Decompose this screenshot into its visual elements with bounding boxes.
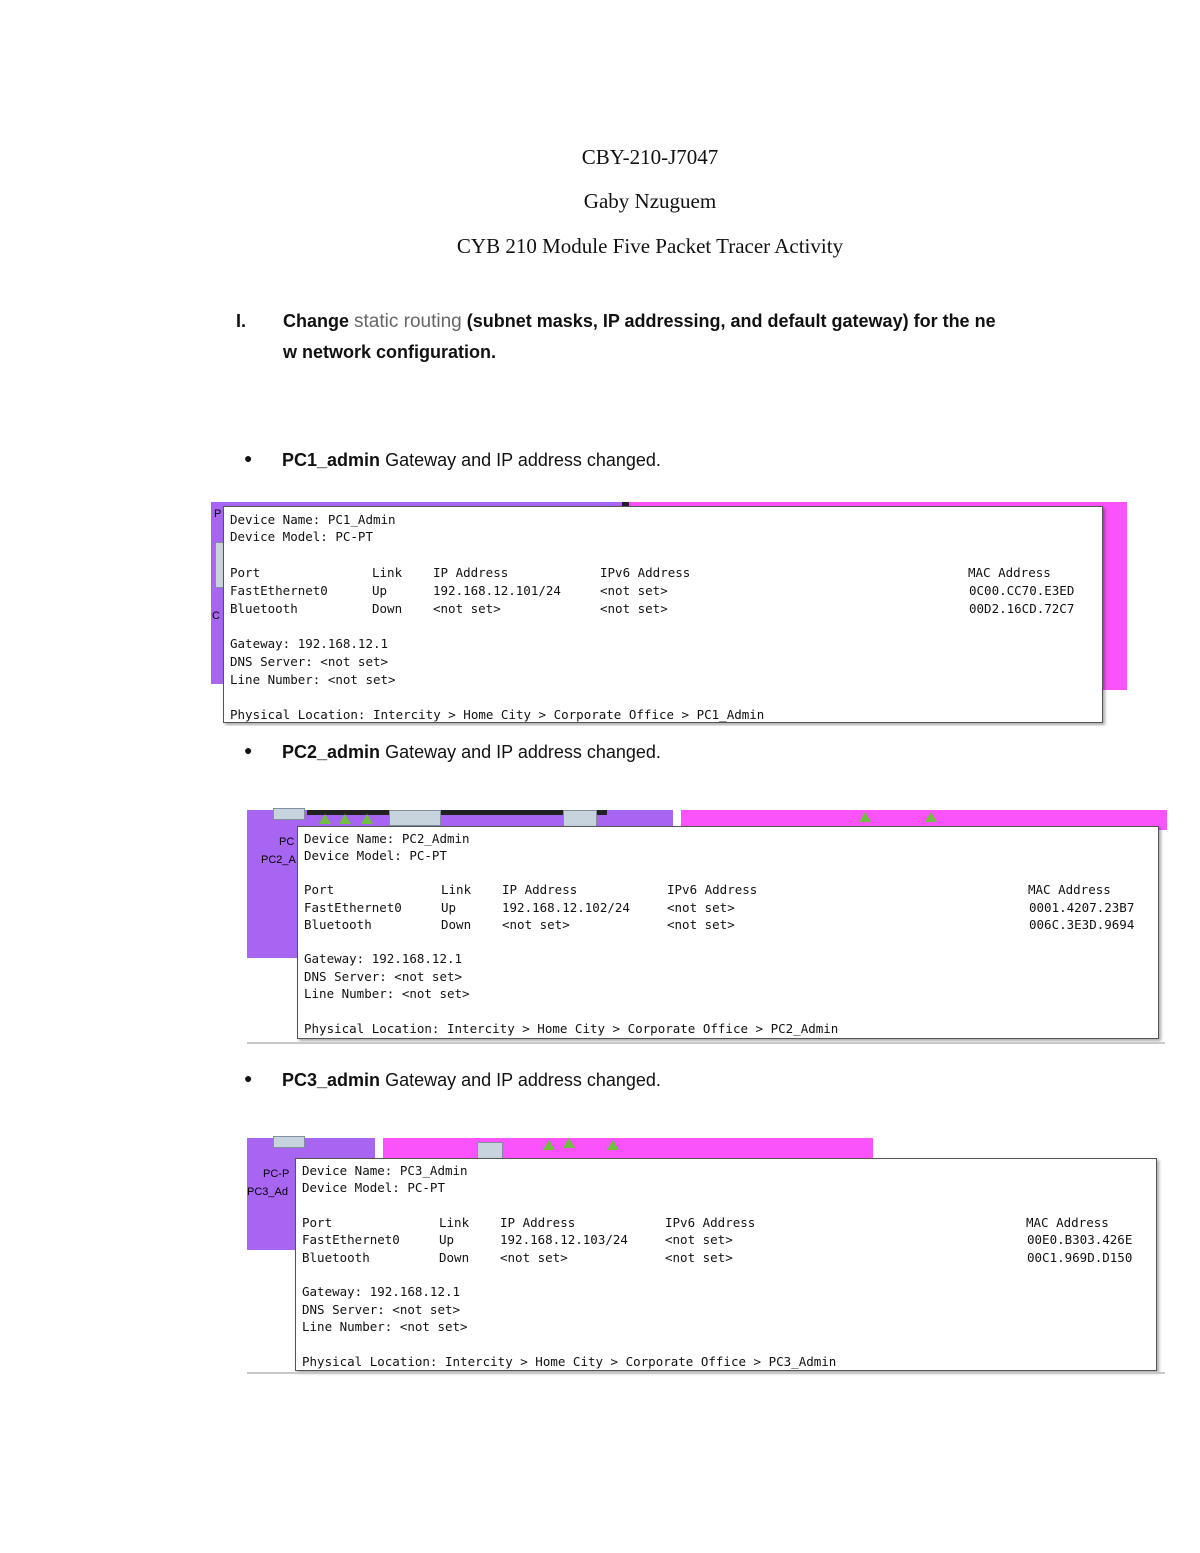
device-name: Device Name: PC2_Admin bbox=[304, 831, 470, 846]
physical-location: Physical Location: Intercity > Home City > Corporate Office > PC3_Admin bbox=[302, 1354, 837, 1369]
author-name: Gaby Nzuguem bbox=[583, 189, 717, 213]
device-name: Device Name: PC3_Admin bbox=[302, 1163, 468, 1178]
row-link: Down bbox=[441, 917, 472, 932]
col-header-port: Port bbox=[304, 882, 335, 897]
dns-server: DNS Server: <not set> bbox=[304, 969, 463, 984]
row-port: FastEthernet0 bbox=[302, 1232, 400, 1247]
bullet-bold: PC3_admin bbox=[282, 1070, 381, 1090]
dns-server: DNS Server: <not set> bbox=[230, 654, 389, 669]
bg-label: PC-P bbox=[263, 1168, 290, 1180]
row-link: Up bbox=[439, 1232, 455, 1247]
gateway: Gateway: 192.168.12.1 bbox=[230, 636, 389, 651]
screenshot-pc2 bbox=[247, 808, 1167, 1050]
row-ipv6: <not set> bbox=[600, 601, 668, 616]
device-model: Device Model: PC-PT bbox=[304, 848, 447, 863]
bullet-text: Gateway and IP address changed. bbox=[385, 1070, 661, 1090]
row-ip: 192.168.12.101/24 bbox=[433, 583, 561, 598]
row-ip: 192.168.12.102/24 bbox=[502, 900, 630, 915]
row-ipv6: <not set> bbox=[667, 900, 735, 915]
section-text-after: (subnet masks, IP addressing, and default gateway) for the ne bbox=[466, 311, 996, 331]
physical-location: Physical Location: Intercity > Home City > Corporate Office > PC1_Admin bbox=[230, 707, 765, 722]
row-ip: <not set> bbox=[433, 601, 501, 616]
col-header-ipv6: IPv6 Address bbox=[600, 565, 691, 580]
device-info-panel bbox=[295, 1158, 1157, 1371]
row-ip: <not set> bbox=[500, 1250, 568, 1265]
row-ipv6: <not set> bbox=[667, 917, 735, 932]
screenshot-pc3 bbox=[247, 1136, 1167, 1378]
bullet-dot: ● bbox=[244, 742, 253, 758]
row-link: Down bbox=[439, 1250, 470, 1265]
activity-title: CYB 210 Module Five Packet Tracer Activity bbox=[456, 234, 844, 258]
row-ipv6: <not set> bbox=[665, 1232, 733, 1247]
row-ip: 192.168.12.103/24 bbox=[500, 1232, 628, 1247]
row-port: Bluetooth bbox=[302, 1250, 370, 1265]
row-link: Up bbox=[372, 583, 388, 598]
row-ipv6: <not set> bbox=[665, 1250, 733, 1265]
col-header-link: Link bbox=[439, 1215, 470, 1230]
device-info-panel bbox=[297, 826, 1159, 1039]
bg-label: C bbox=[212, 610, 220, 622]
line-number: Line Number: <not set> bbox=[302, 1319, 468, 1334]
device-model: Device Model: PC-PT bbox=[302, 1180, 445, 1195]
section-text-light: static routing bbox=[354, 311, 462, 332]
col-header-mac: MAC Address bbox=[968, 565, 1051, 580]
col-header-port: Port bbox=[302, 1215, 333, 1230]
device-model: Device Model: PC-PT bbox=[230, 529, 373, 544]
section-text-line2: w network configuration. bbox=[283, 342, 497, 362]
course-code: CBY-210-J7047 bbox=[581, 145, 719, 169]
bg-label: PC3_Ad bbox=[247, 1186, 288, 1198]
row-link: Down bbox=[372, 601, 403, 616]
section-text-before: Change bbox=[283, 311, 350, 331]
dns-server: DNS Server: <not set> bbox=[302, 1302, 461, 1317]
row-mac: 00C1.969D.D150 bbox=[1027, 1250, 1133, 1265]
bg-label: PC bbox=[279, 836, 295, 848]
screenshot-pc1 bbox=[211, 502, 1131, 726]
col-header-ipv6: IPv6 Address bbox=[665, 1215, 756, 1230]
physical-location: Physical Location: Intercity > Home City > Corporate Office > PC2_Admin bbox=[304, 1021, 839, 1036]
row-mac: 0001.4207.23B7 bbox=[1029, 900, 1135, 915]
col-header-ipv6: IPv6 Address bbox=[667, 882, 758, 897]
col-header-port: Port bbox=[230, 565, 261, 580]
device-info-panel bbox=[223, 506, 1103, 723]
bullet-text: Gateway and IP address changed. bbox=[385, 742, 661, 762]
gateway: Gateway: 192.168.12.1 bbox=[304, 951, 463, 966]
row-port: FastEthernet0 bbox=[230, 583, 328, 598]
row-ipv6: <not set> bbox=[600, 583, 668, 598]
line-number: Line Number: <not set> bbox=[230, 672, 396, 687]
bullet-bold: PC2_admin bbox=[282, 742, 381, 762]
row-port: FastEthernet0 bbox=[304, 900, 402, 915]
row-mac: 006C.3E3D.9694 bbox=[1029, 917, 1135, 932]
gateway: Gateway: 192.168.12.1 bbox=[302, 1284, 461, 1299]
col-header-mac: MAC Address bbox=[1028, 882, 1111, 897]
device-name: Device Name: PC1_Admin bbox=[230, 512, 396, 527]
row-port: Bluetooth bbox=[304, 917, 372, 932]
row-ip: <not set> bbox=[502, 917, 570, 932]
bg-label: P bbox=[214, 508, 222, 520]
bullet-dot: ● bbox=[244, 1070, 253, 1086]
col-header-link: Link bbox=[441, 882, 472, 897]
row-mac: 00D2.16CD.72C7 bbox=[969, 601, 1075, 616]
row-port: Bluetooth bbox=[230, 601, 298, 616]
bullet-text: Gateway and IP address changed. bbox=[385, 450, 661, 470]
row-link: Up bbox=[441, 900, 457, 915]
col-header-ip: IP Address bbox=[500, 1215, 576, 1230]
bullet-dot: ● bbox=[244, 450, 253, 466]
row-mac: 0C00.CC70.E3ED bbox=[969, 583, 1075, 598]
section-number: I. bbox=[236, 311, 247, 331]
col-header-ip: IP Address bbox=[433, 565, 509, 580]
row-mac: 00E0.B303.426E bbox=[1027, 1232, 1133, 1247]
col-header-link: Link bbox=[372, 565, 403, 580]
bullet-bold: PC1_admin bbox=[282, 450, 381, 470]
line-number: Line Number: <not set> bbox=[304, 986, 470, 1001]
col-header-ip: IP Address bbox=[502, 882, 578, 897]
bg-label: PC2_A bbox=[261, 854, 296, 866]
section-text bbox=[283, 306, 1073, 367]
col-header-mac: MAC Address bbox=[1026, 1215, 1109, 1230]
